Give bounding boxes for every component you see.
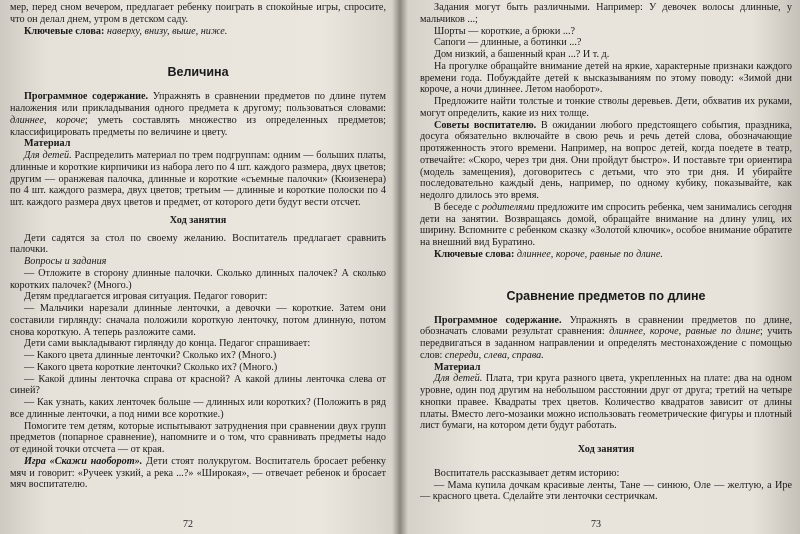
keywords-label: Ключевые слова: (24, 25, 105, 37)
material-label: Для детей. (24, 150, 72, 161)
material-label: Для детей. (434, 373, 483, 385)
program-text-mid: ; учить передвигаться в заданном направлении и определять местонахождение с помощью слов: (420, 326, 793, 361)
paragraph: — Какой длины ленточка справа от красной? А какой длины ленточка слева от синей? (10, 373, 386, 397)
paragraph: Шорты — короткие, а брюки ...? (434, 25, 576, 37)
paragraph: Сапоги — длинные, а ботинки ...? (434, 37, 582, 49)
paragraph: — Как узнать, каких ленточек больше — длинных или коротких? (Положить в ряд все длинные ленточки, а под ними все короткие.) (10, 397, 386, 420)
section-title: Сравнение предметов по длине (506, 288, 706, 303)
paragraph: Помогите тем детям, которые испытывают затруднения при сравнении двух групп предметов (попарное сравнение), напомните и о том, что сравнивать предметы надо от единой точки отсчета — от края. (10, 420, 386, 455)
game-label: Игра «Скажи наоборот». (24, 455, 143, 467)
advice-label: Советы воспитателю. (434, 119, 537, 131)
material-heading: Материал (24, 138, 71, 150)
material-heading: Материал (434, 361, 481, 373)
paragraph: — Мальчики нарезали длинные ленточки, а девочки — короткие. Затем они составили гирлянду: сначала положили короткую ленточку, потом длинную, потом снова короткую. А теперь разложите сами. (10, 303, 386, 338)
program-text: Упражнять в сравнении предметов по длине, обозначать словами результат сравнения: (420, 314, 792, 338)
lesson-heading: Ход занятия (577, 444, 635, 455)
lesson-heading: Ход занятия (169, 214, 227, 226)
keywords (420, 249, 792, 261)
material-body: Плата, три круга разного цвета, укрепленных на плате: два на одном уровне, один под другим на небольшом расстоянии друг от друга; третий на четыре кнопки правее. Квадраты трех цветов. Количество квадратов зависит от длины платы. Вместо лего-мозаики можно использовать геометрические фигуры и плотный лист бумаги, на котором дети будут работать. (420, 373, 792, 432)
text-run: предложите им спросить ребенка, чем занимались сегодня дети на занятии. Возвращаясь домой, обращайте внимание на длину улиц, их ширину. Вспомните с ребенком сказку «Золотой ключик», особое внимание обратите на внешний вид Буратино. (420, 201, 792, 248)
paragraph: — Какого цвета короткие ленточки? Сколько их? (Много.) (24, 361, 278, 373)
paragraph: Предложите найти толстые и тонкие стволы деревьев. Дети, обхватив их руками, могут определить, какие из них толще. (420, 96, 792, 119)
section-title: Величина (167, 65, 229, 80)
program-text-end: ; уметь составлять множество из определенных предметов; классифицировать предметы по величине и цвету. (10, 114, 386, 138)
material-body: Распределить материал по трем подгруппам: одним — больших платы, длинные и короткие кирпичики из набора лего по 4 шт. каждого размера, двух цветов; другим — оранжевая палочка, длинные и короткие «съемные палочки» (Кюизенера) по 4 шт. каждого размера, двух цветов; третьим — длинные и короткие полоски по 4 шт. каждого размера двух цветов и предмет, от которого дети будут вести отсчет. (10, 150, 386, 208)
paragraph: Воспитатель рассказывает детям историю: (434, 467, 620, 479)
program-words: длиннее, короче (10, 114, 86, 126)
program-text: Упражнять в сравнении предметов по длине путем наложения или прикладывания одного предмета к другому; пользоваться словами: (10, 91, 386, 114)
paragraph: мер, перед сном вечером, предлагает ребенку поиграть в спокойные игры, спросите, что он делал днем, утром в детском саду. (10, 2, 386, 25)
paragraph (420, 202, 792, 249)
page-number: 73 (591, 519, 601, 530)
program-content (420, 315, 792, 362)
paragraph: Дети сами выкладывают гирлянду до конца. Педагог спрашивает: (24, 338, 311, 350)
text-run: родителями (481, 201, 535, 213)
page-number: 72 (183, 519, 193, 530)
paragraph: — Какого цвета длинные ленточки? Сколько их? (Много.) (24, 350, 277, 361)
paragraph: Задания могут быть различными. Например: У девочек волосы длинные, у мальчиков ...; (420, 2, 792, 25)
paragraph: Детям предлагается игровая ситуация. Педагог говорит: (24, 291, 268, 303)
left-page-text (10, 2, 386, 491)
right-page (404, 0, 800, 534)
game-paragraph (10, 456, 386, 491)
material-text (10, 150, 386, 209)
questions-heading: Вопросы и задания (24, 256, 107, 267)
keywords-words: длиннее, короче, равные по длине. (516, 248, 663, 260)
program-content (10, 91, 386, 138)
paragraph: Дети садятся за стол по своему желанию. Воспитатель предлагает сравнить палочки. (10, 232, 386, 256)
paragraph: На прогулке обращайте внимание детей на яркие, характерные признаки каждого времени года. Побуждайте детей к высказываниям по этому поводу: «Зимой дни короче, а ночи длиннее. Летом наоборот». (420, 60, 792, 96)
program-words: длиннее, короче, равные по длине (609, 326, 760, 338)
advice-text: В ожидании любого предстоящего события, праздника, досуга обязательно включайте в свою речь и речь детей слова, обозначающие протяженность этого времени. Например, на вопрос детей, когда поедете в театр, отвечайте: «Скоро, через три дня. Они пройдут быстро». И поставьте три ориентира (модель замещения), договоритесь с детьми, что это три дня. И убирайте последовательно каждый день, например, по одному кубику, показывайте, как недолго длилось это время. (420, 119, 793, 201)
program-label: Программное содержание. (434, 314, 562, 326)
paragraph: — Мама купила дочкам красивые ленты, Тане — синюю, Оле — желтую, а Ире — красного цвета. Сделайте эти ленточки сестричкам. (420, 479, 792, 503)
keywords-label: Ключевые слова: (434, 248, 515, 260)
program-label: Программное содержание. (24, 91, 149, 103)
text-run: В беседе с (434, 201, 480, 213)
paragraph: — Отложите в сторону длинные палочки. Сколько длинных палочек? А сколько коротких палочек? (Много.) (10, 267, 386, 291)
material-text (420, 373, 792, 432)
right-page-text (420, 2, 792, 503)
keywords-words: наверху, внизу, выше, ниже. (106, 25, 228, 37)
game-text: Дети стоят полукругом. Воспитатель бросает ребенку мяч и говорит: «Ручеек узкий, а река ...?» «Широкая», — отвечает ребенок и бросает мяч воспитателю. (10, 455, 387, 491)
program-directions: спереди, слева, справа. (444, 349, 544, 361)
keywords (10, 26, 386, 38)
advice-paragraph (420, 120, 792, 202)
left-page (0, 0, 396, 534)
paragraph: Дом низкий, а башенный кран ...? И т. д. (434, 49, 610, 60)
